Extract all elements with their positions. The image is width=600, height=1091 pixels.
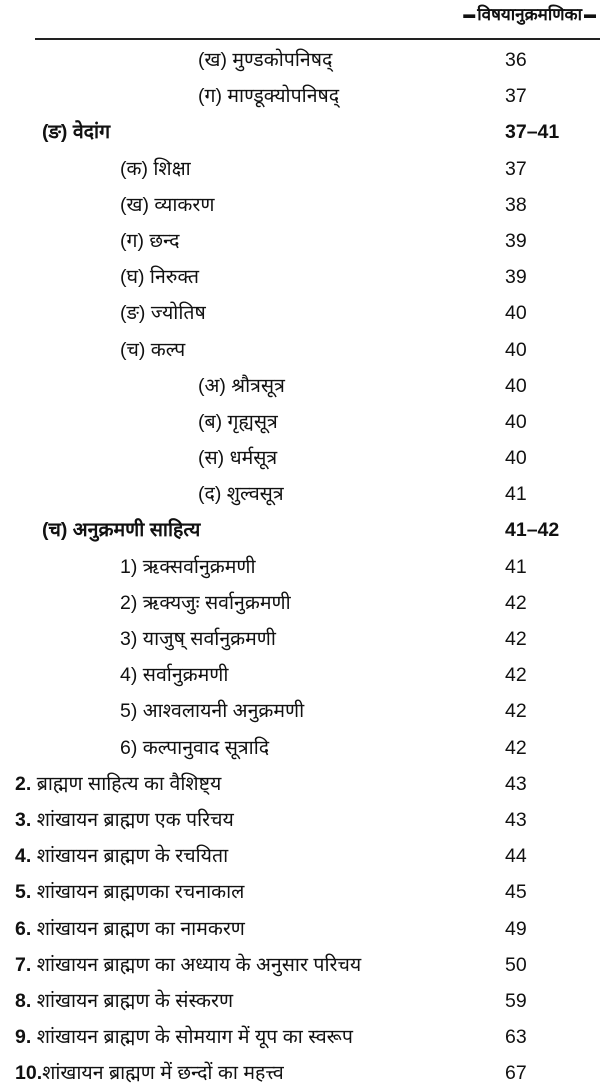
toc-entry-title — [120, 585, 291, 621]
toc-entry-title — [198, 476, 284, 512]
running-header — [463, 2, 596, 25]
toc-entry[interactable] — [0, 874, 600, 910]
toc-entry-title — [15, 911, 245, 947]
toc-entry-title — [120, 621, 276, 657]
toc-entry[interactable] — [0, 657, 600, 693]
toc-entry[interactable] — [0, 295, 600, 331]
toc-entry[interactable] — [0, 911, 600, 947]
toc-entry-page: 43 — [505, 772, 527, 795]
toc-entry-label: (घ) निरुक्त — [120, 266, 200, 289]
toc-entry-title — [120, 187, 214, 223]
toc-entry-page: 39 — [505, 266, 527, 289]
toc-entry-title — [15, 874, 244, 910]
toc-entry[interactable] — [0, 78, 600, 114]
toc-entry-page: 44 — [505, 845, 527, 868]
toc-entry-number: 6. — [15, 917, 32, 940]
toc-entry-page: 40 — [505, 447, 527, 470]
toc-entry[interactable] — [0, 404, 600, 440]
toc-entry-title — [120, 151, 191, 187]
toc-entry-page: 40 — [505, 338, 527, 361]
toc-entry-title — [120, 332, 185, 368]
toc-entry[interactable] — [0, 766, 600, 802]
toc-entry[interactable] — [0, 476, 600, 512]
toc-entry-label: शांखायन ब्राह्मण के रचयिता — [36, 845, 229, 868]
toc-entry-page: 37–41 — [505, 121, 560, 144]
toc-entry-page: 40 — [505, 374, 527, 397]
toc-entry-title — [120, 223, 179, 259]
toc-entry[interactable] — [0, 621, 600, 657]
toc-entry-label: 2) ऋक्यजुः सर्वानुक्रमणी — [120, 591, 291, 614]
toc-entry-label: शांखायन ब्राह्मण एक परिचय — [36, 808, 234, 831]
toc-entry-title — [15, 983, 233, 1019]
toc-entry-label: (क) शिक्षा — [120, 157, 191, 180]
toc-entry-label: (च) कल्प — [120, 338, 186, 361]
toc-entry-page: 37 — [505, 157, 527, 180]
toc-entry-title — [15, 947, 361, 983]
toc-list — [0, 42, 600, 1091]
toc-entry-label: 4) सर्वानुक्रमणी — [120, 664, 229, 687]
toc-entry-title — [42, 512, 200, 548]
toc-entry[interactable] — [0, 259, 600, 295]
toc-entry-label: 5) आश्वलायनी अनुक्रमणी — [120, 700, 305, 723]
header-title: विषयानुक्रमणिका — [477, 5, 582, 24]
toc-entry-label: (ङ) ज्योतिष — [120, 302, 206, 325]
toc-entry-number: 9. — [15, 1026, 32, 1049]
toc-entry-label: (अ) श्रौत्रसूत्र — [198, 374, 285, 397]
toc-entry-label: शांखायन ब्राह्मण में छन्दों का महत्त्व — [42, 1062, 284, 1085]
toc-entry-title — [120, 295, 206, 331]
toc-entry[interactable] — [0, 151, 600, 187]
toc-entry-title — [198, 78, 339, 114]
toc-entry-page: 38 — [505, 193, 527, 216]
toc-entry-label: शांखायन ब्राह्मण का अध्याय के अनुसार परिचय — [36, 953, 362, 976]
toc-entry-label: (ख) मुण्डकोपनिषद् — [198, 49, 333, 71]
toc-entry-title — [120, 693, 304, 729]
toc-entry[interactable] — [0, 42, 600, 78]
toc-entry-page: 41 — [505, 483, 527, 506]
toc-entry-label: शांखायन ब्राह्मण के संस्करण — [36, 989, 234, 1012]
toc-entry[interactable] — [0, 223, 600, 259]
toc-entry-page: 67 — [505, 1062, 527, 1085]
toc-entry-page: 59 — [505, 989, 527, 1012]
toc-entry-label: (ब) गृह्यसूत्र — [198, 410, 278, 433]
toc-entry[interactable] — [0, 368, 600, 404]
toc-entry-label: ब्राह्मण साहित्य का वैशिष्ट्य — [36, 772, 222, 795]
toc-entry-label: (च) अनुक्रमणी साहित्य — [42, 519, 201, 542]
toc-entry-page: 42 — [505, 700, 527, 723]
toc-entry-label: (ग) छन्द — [120, 229, 180, 252]
toc-entry-number: 4. — [15, 845, 32, 868]
toc-entry-label: शांखायन ब्राह्मण के सोमयाग में यूप का स्वरूप — [36, 1026, 353, 1049]
toc-entry-title — [15, 802, 234, 838]
toc-entry-number: 2. — [15, 772, 32, 795]
toc-entry-title — [198, 440, 277, 476]
toc-entry[interactable] — [0, 332, 600, 368]
toc-entry-title — [120, 259, 199, 295]
toc-entry-page: 37 — [505, 85, 527, 108]
toc-entry[interactable] — [0, 114, 600, 150]
toc-entry[interactable] — [0, 947, 600, 983]
toc-entry-title — [42, 114, 110, 150]
toc-entry-title — [198, 42, 332, 78]
toc-entry-label: (द) शुल्वसूत्र — [198, 483, 284, 506]
toc-entry[interactable] — [0, 983, 600, 1019]
toc-entry-label: (ख) व्याकरण — [120, 193, 215, 216]
toc-entry-title — [120, 657, 228, 693]
toc-entry[interactable] — [0, 1055, 600, 1091]
toc-entry-label: 6) कल्पानुवाद सूत्रादि — [120, 736, 270, 759]
toc-entry-title — [15, 1055, 284, 1091]
toc-entry[interactable] — [0, 440, 600, 476]
toc-entry-page: 42 — [505, 664, 527, 687]
toc-entry-title — [120, 549, 256, 585]
toc-entry[interactable] — [0, 730, 600, 766]
ornament-left-icon: ▬ — [463, 6, 476, 21]
toc-entry[interactable] — [0, 838, 600, 874]
toc-entry[interactable] — [0, 802, 600, 838]
toc-entry-page: 40 — [505, 302, 527, 325]
toc-entry[interactable] — [0, 693, 600, 729]
toc-entry-page: 41 — [505, 555, 527, 578]
toc-entry-page: 45 — [505, 881, 527, 904]
toc-entry-page: 43 — [505, 808, 527, 831]
toc-entry-label: शांखायन ब्राह्मण का नामकरण — [36, 917, 245, 940]
toc-entry-number: 3. — [15, 808, 32, 831]
header-rule — [35, 38, 600, 40]
toc-entry-number: 10. — [15, 1062, 43, 1085]
toc-entry-label: (ग) माण्डूक्योपनिषद् — [198, 85, 340, 108]
ornament-right-icon: ▬ — [584, 6, 596, 21]
toc-entry-page: 42 — [505, 591, 527, 614]
toc-entry[interactable] — [0, 512, 600, 548]
toc-entry-label: 1) ऋक्सर्वानुक्रमणी — [120, 555, 256, 578]
toc-entry-page: 63 — [505, 1026, 527, 1049]
toc-entry-label: (ङ) वेदांग — [42, 121, 111, 144]
toc-entry-page: 42 — [505, 736, 527, 759]
toc-entry-page: 36 — [505, 49, 527, 71]
toc-entry-page: 39 — [505, 229, 527, 252]
toc-entry-page: 49 — [505, 917, 527, 940]
toc-entry-title — [15, 1019, 353, 1055]
toc-entry[interactable] — [0, 1019, 600, 1055]
toc-entry-page: 40 — [505, 410, 527, 433]
toc-entry-page: 50 — [505, 953, 527, 976]
toc-entry-label: 3) याजुष् सर्वानुक्रमणी — [120, 628, 276, 650]
toc-entry-title — [198, 368, 285, 404]
toc-entry-title — [15, 766, 221, 802]
toc-entry-number: 5. — [15, 881, 32, 904]
toc-entry-number: 7. — [15, 953, 32, 976]
toc-entry-label: (स) धर्मसूत्र — [198, 447, 278, 470]
toc-entry-title — [15, 838, 228, 874]
toc-entry[interactable] — [0, 187, 600, 223]
toc-entry-label: शांखायन ब्राह्मणका रचनाकाल — [36, 881, 245, 904]
toc-entry-number: 8. — [15, 989, 32, 1012]
toc-entry-page: 42 — [505, 628, 527, 650]
toc-entry-title — [120, 730, 269, 766]
toc-entry-page: 41–42 — [505, 519, 560, 542]
toc-entry-title — [198, 404, 278, 440]
toc-entry[interactable] — [0, 585, 600, 621]
toc-entry[interactable] — [0, 549, 600, 585]
